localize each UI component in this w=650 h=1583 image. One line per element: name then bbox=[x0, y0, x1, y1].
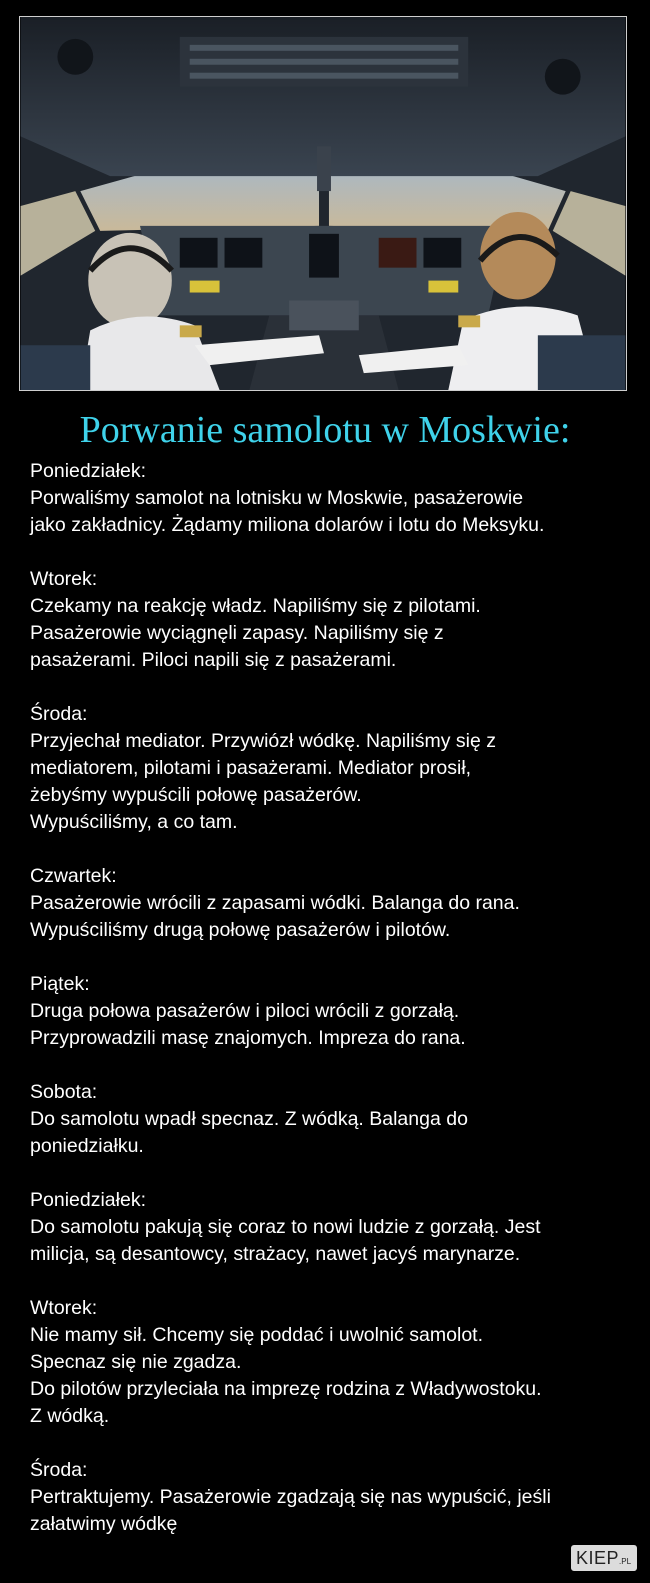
entry-text-line: Pasażerowie wrócili z zapasami wódki. Balanga do rana. bbox=[30, 892, 520, 914]
entry-text-line: żebyśmy wypuścili połowę pasażerów. bbox=[30, 784, 362, 806]
entry-text-line: Z wódką. bbox=[30, 1405, 110, 1427]
diary-entry bbox=[30, 971, 630, 1052]
diary-entry bbox=[30, 1295, 630, 1430]
entry-text-line: Czekamy na reakcję władz. Napiliśmy się z pilotami. bbox=[30, 595, 481, 617]
entry-text-line: Do samolotu pakują się coraz to nowi ludzie z gorzałą. Jest bbox=[30, 1216, 541, 1238]
entry-text-line: Nie mamy sił. Chcemy się poddać i uwolnić samolot. bbox=[30, 1324, 483, 1346]
entry-text-line: Druga połowa pasażerów i piloci wrócili z gorzałą. bbox=[30, 1000, 460, 1022]
entry-text-line: pasażerami. Piloci napili się z pasażerami. bbox=[30, 649, 397, 671]
entry-text-line: Pasażerowie wyciągnęli zapasy. Napiliśmy się z bbox=[30, 622, 444, 644]
logo-suffix: .PL bbox=[619, 1557, 632, 1566]
entry-text-line: Wypuściliśmy, a co tam. bbox=[30, 811, 238, 833]
diary-entry bbox=[30, 566, 630, 674]
entry-day-label: Poniedziałek: bbox=[30, 460, 146, 482]
entry-text-line: Pertraktujemy. Pasażerowie zgadzają się nas wypuścić, jeśli bbox=[30, 1486, 551, 1508]
diary-entry bbox=[30, 1079, 630, 1160]
diary-entry bbox=[30, 458, 630, 539]
diary-entry bbox=[30, 863, 630, 944]
diary-entry bbox=[30, 1457, 630, 1538]
entry-text-line: Przyprowadzili masę znajomych. Impreza do rana. bbox=[30, 1027, 466, 1049]
entry-day-label: Środa: bbox=[30, 703, 88, 725]
entry-text-line: jako zakładnicy. Żądamy miliona dolarów i lotu do Meksyku. bbox=[30, 514, 545, 536]
entry-day-label: Środa: bbox=[30, 1459, 88, 1481]
logo-main: KIEP bbox=[576, 1548, 620, 1568]
entry-day-label: Poniedziałek: bbox=[30, 1189, 146, 1211]
entry-text-line: załatwimy wódkę bbox=[30, 1513, 178, 1535]
entry-text-line: Do pilotów przyleciała na imprezę rodzina z Władywostoku. bbox=[30, 1378, 542, 1400]
entry-day-label: Czwartek: bbox=[30, 865, 117, 887]
entry-text-line: Porwaliśmy samolot na lotnisku w Moskwie, pasażerowie bbox=[30, 487, 524, 509]
entry-day-label: Wtorek: bbox=[30, 568, 98, 590]
entry-day-label: Wtorek: bbox=[30, 1297, 98, 1319]
cockpit-illustration bbox=[20, 17, 626, 390]
cockpit-photo bbox=[19, 16, 627, 391]
entry-text-line: mediatorem, pilotami i pasażerami. Mediator prosił, bbox=[30, 757, 472, 779]
page-title: Porwanie samolotu w Moskwie: bbox=[79, 409, 571, 451]
entry-text-line: Do samolotu wpadł specnaz. Z wódką. Balanga do bbox=[30, 1108, 468, 1130]
diary-entry bbox=[30, 701, 630, 836]
diary-entry bbox=[30, 1187, 630, 1268]
entry-text-line: Wypuściliśmy drugą połowę pasażerów i pilotów. bbox=[30, 919, 451, 941]
entry-text-line: poniedziałku. bbox=[30, 1135, 144, 1157]
entry-day-label: Sobota: bbox=[30, 1081, 98, 1103]
entry-text-line: Specnaz się nie zgadza. bbox=[30, 1351, 242, 1373]
entry-text-line: milicja, są desantowcy, strażacy, nawet jacyś marynarze. bbox=[30, 1243, 521, 1265]
entry-day-label: Piątek: bbox=[30, 973, 90, 995]
story-text bbox=[30, 458, 630, 1565]
entry-text-line: Przyjechał mediator. Przywiózł wódkę. Napiliśmy się z bbox=[30, 730, 496, 752]
site-logo bbox=[571, 1545, 637, 1571]
